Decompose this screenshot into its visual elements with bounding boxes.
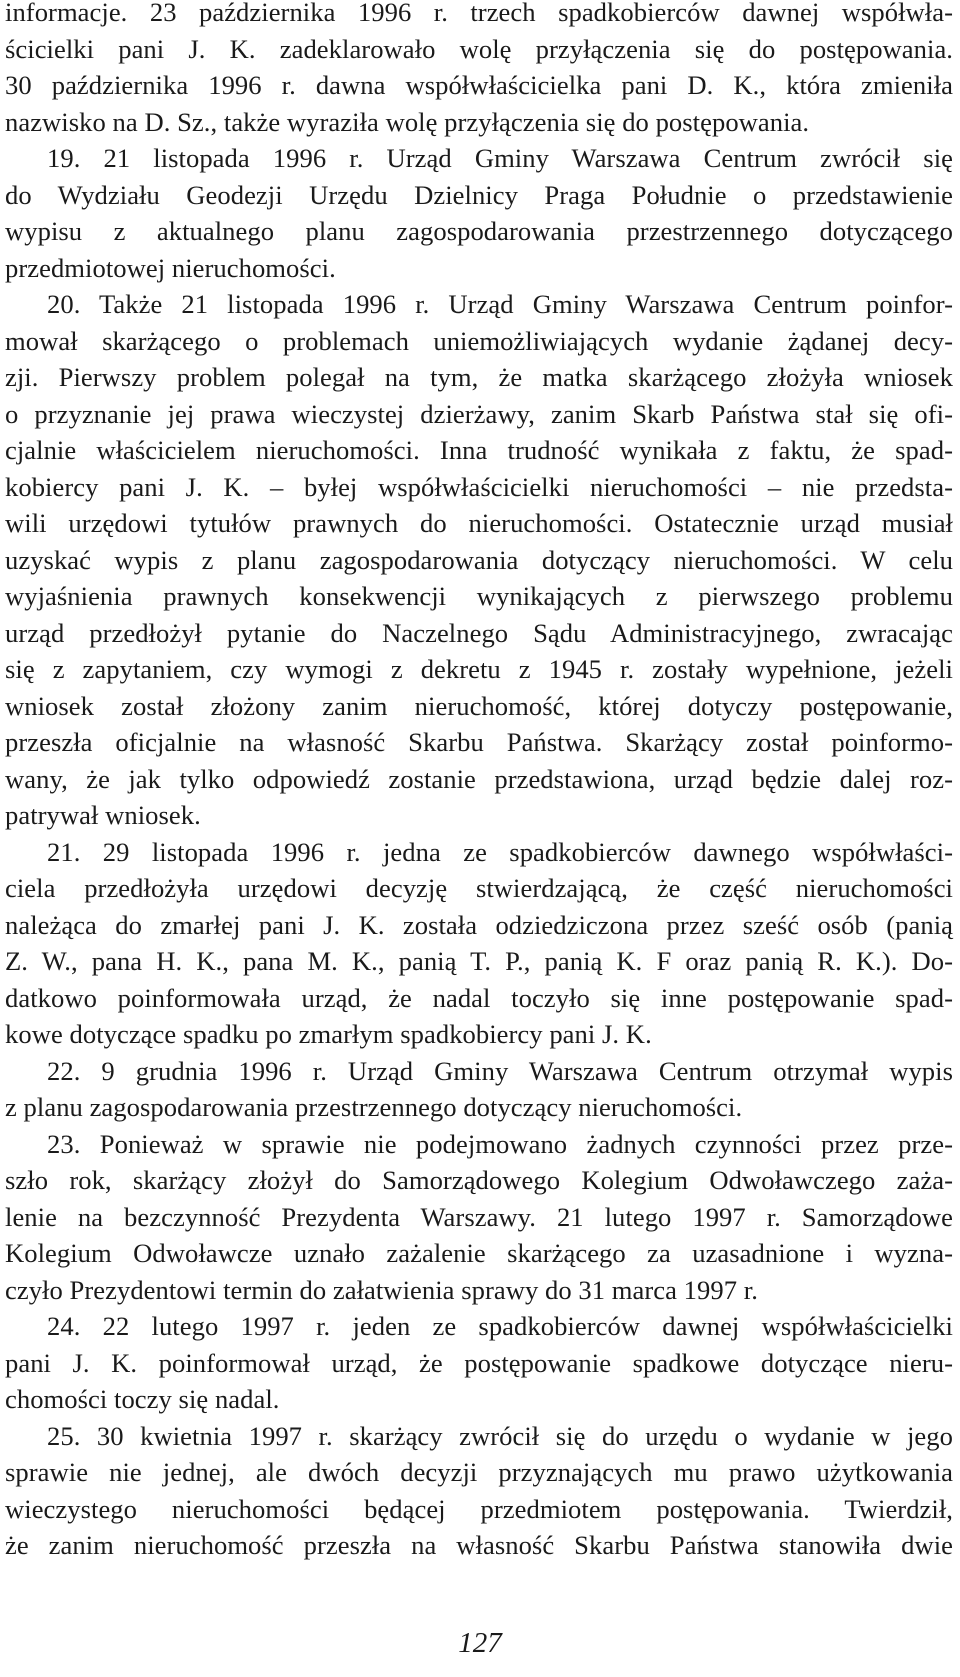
text-line: wili urzędowi tytułów prawnych do nieruchomości. Ostatecznie urząd musiał (5, 508, 953, 538)
text-line: ciela przedłożyła urzędowi decyzję stwierdzającą, że część nieruchomości (5, 873, 953, 903)
text-line: datkowo poinformowała urząd, że nadal toczyło się inne postępowanie spad- (5, 982, 953, 1013)
text-line: do Wydziału Geodezji Urzędu Dzielnicy Praga Południe o przedstawienie (5, 179, 953, 210)
text-line: wniosek został złożony zanim nieruchomość, której dotyczy postępowanie, (5, 690, 953, 721)
text-line: informacje. 23 października 1996 r. trzech spadkobierców dawnej współwła- (5, 0, 953, 27)
text-line: pani J. K. poinformował urząd, że postępowanie spadkowe dotyczące nieru- (5, 1347, 953, 1378)
text-line: 22. 9 grudnia 1996 r. Urząd Gminy Warszawa Centrum otrzymał wypis (47, 1055, 953, 1086)
text-line: 19. 21 listopada 1996 r. Urząd Gminy Warszawa Centrum zwrócił się (47, 143, 953, 173)
text-line: Kolegium Odwoławcze uznało zażalenie skarżącego za uzasadnione i wyzna- (5, 1238, 953, 1268)
text-line: 23. Ponieważ w sprawie nie podejmowano żadnych czynności przez prze- (47, 1128, 953, 1159)
text-line: 21. 29 listopada 1996 r. jedna ze spadkobierców dawnego współwłaści- (47, 836, 953, 867)
text-line: szło rok, skarżący złożył do Samorządowego Kolegium Odwoławczego zaża- (5, 1165, 953, 1195)
text-line: przedmiotowej nieruchomości. (5, 252, 336, 283)
text-line: nazwisko na D. Sz., także wyraziła wolę przyłączenia się do postępowania. (5, 106, 810, 137)
text-line: 20. Także 21 listopada 1996 r. Urząd Gminy Warszawa Centrum poinfor- (47, 289, 953, 319)
text-line: wypisu z aktualnego planu zagospodarowania przestrzennego dotyczącego (5, 216, 953, 246)
text-line: cjalnie właścicielem nieruchomości. Inna trudność wynikała z faktu, że spad- (5, 435, 953, 465)
text-line: należąca do zmarłej pani J. K. została odziedziczona przez sześć osób (panią (5, 909, 953, 940)
text-line: lenie na bezczynność Prezydenta Warszawy. 21 lutego 1997 r. Samorządowe (5, 1201, 953, 1232)
text-line: 24. 22 lutego 1997 r. jeden ze spadkobierców dawnej współwłaścicielki (47, 1311, 953, 1341)
text-line: patrywał wniosek. (5, 800, 201, 830)
text-line: Z. W., pana H. K., pana M. K., panią T. P., panią K. F oraz panią R. K.). Do- (5, 946, 953, 976)
text-line: kobiercy pani J. K. – byłej współwłaścicielki nieruchomości – nie przedsta- (5, 471, 953, 502)
text-line: że zanim nieruchomość przeszła na własność Skarbu Państwa stanowiła dwie (5, 1530, 953, 1560)
text-line: się z zapytaniem, czy wymogi z dekretu z 1945 r. zostały wypełnione, jeżeli (5, 654, 953, 684)
text-line: zji. Pierwszy problem polegał na tym, że matka skarżącego złożyła wniosek (5, 362, 953, 392)
text-line: uzyskać wypis z planu zagospodarowania dotyczący nieruchomości. W celu (5, 544, 953, 575)
text-line: wany, że jak tylko odpowiedź zostanie przedstawiona, urząd będzie dalej roz- (5, 763, 953, 794)
text-line: czyło Prezydentowi termin do załatwienia sprawy do 31 marca 1997 r. (5, 1274, 758, 1305)
text-line: chomości toczy się nadal. (5, 1384, 280, 1414)
text-line: ścicielki pani J. K. zadeklarowało wolę przyłączenia się do postępowania. (5, 33, 953, 64)
text-line: przeszła oficjalnie na własność Skarbu Państwa. Skarżący został poinformo- (5, 727, 953, 757)
text-line: wyjaśnienia prawnych konsekwencji wynikających z pierwszego problemu (5, 581, 953, 611)
text-line: 30 października 1996 r. dawna współwłaścicielka pani D. K., która zmieniła (5, 70, 953, 100)
body-text (5, 0, 953, 1564)
text-line: urząd przedłożył pytanie do Naczelnego Sądu Administracyjnego, zwracając (5, 617, 953, 648)
text-line: o przyznanie jej prawa wieczystej dzierżawy, zanim Skarb Państwa stał się ofi- (5, 398, 953, 429)
text-line: mował skarżącego o problemach uniemożliwiających wydanie żądanej decy- (5, 325, 953, 356)
text-line: wieczystego nieruchomości będącej przedmiotem postępowania. Twierdził, (5, 1493, 953, 1524)
page-number: 127 (458, 1627, 502, 1659)
text-line: 25. 30 kwietnia 1997 r. skarżący zwrócił się do urzędu o wydanie w jego (47, 1420, 953, 1451)
text-line: kowe dotyczące spadku po zmarłym spadkobiercy pani J. K. (5, 1019, 652, 1049)
text-line: sprawie nie jednej, ale dwóch decyzji przyznających mu prawo użytkowania (5, 1457, 953, 1487)
text-line: z planu zagospodarowania przestrzennego dotyczący nieruchomości. (5, 1092, 743, 1122)
